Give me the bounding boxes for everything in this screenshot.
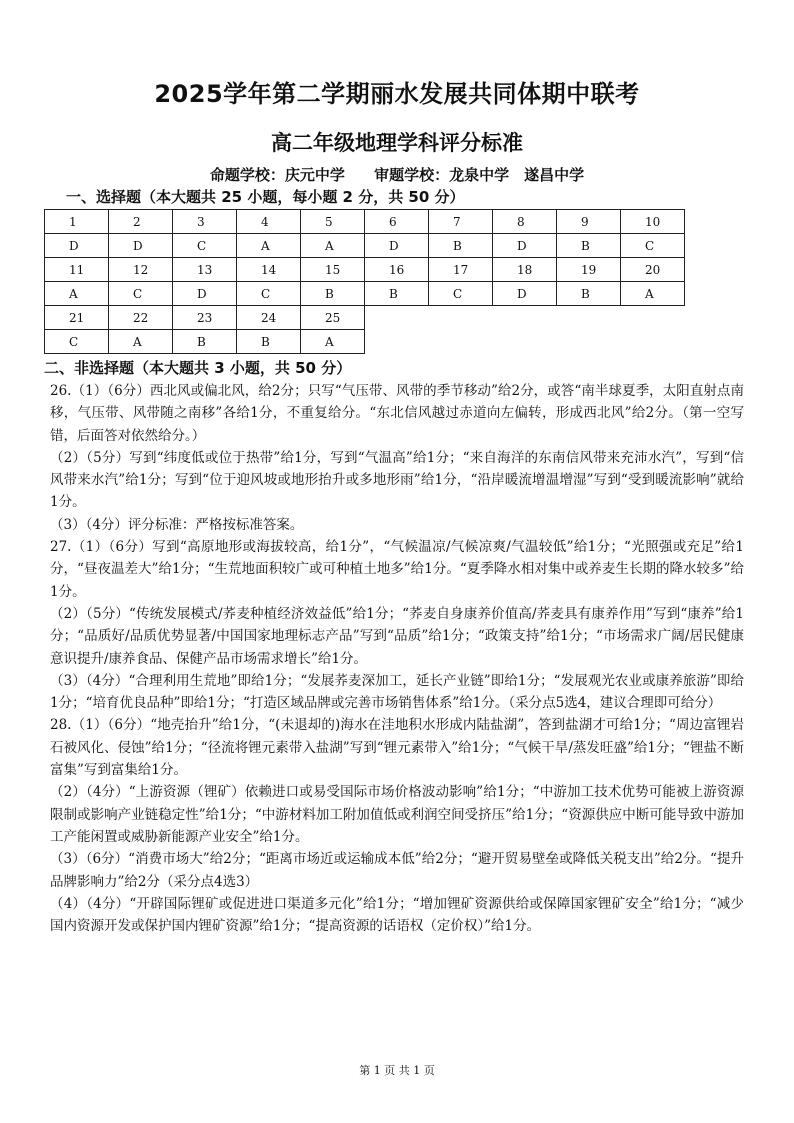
page-subtitle: 高二年级地理学科评分标准 bbox=[271, 131, 523, 155]
paragraph: （4）（4分）“开辟国际锂矿或促进进口渠道多元化”给1分；“增加锂矿资源供给或保障国家锂矿安全”给1分；“减少国内资源开发或保护国内锂矿资源”给1分；“提高资源的话语权（定价权）”给1分。 bbox=[50, 895, 744, 935]
answer-cell: B bbox=[557, 234, 621, 258]
answer-cell: A bbox=[109, 330, 173, 354]
paragraph: （3）（4分）“合理利用生荒地”即给1分；“发展荞麦深加工，延长产业链”即给1分；“发展观光农业或康养旅游”即给1分；“培育优良品种”即给1分；“打造区域品牌或完善市场销售体系”给1分。（采分点5选4，建议合理即可给分） bbox=[50, 672, 744, 712]
answer-cell: D bbox=[493, 282, 557, 306]
question-number: 5 bbox=[301, 210, 365, 234]
answer-cell: B bbox=[237, 330, 301, 354]
table-row bbox=[45, 258, 685, 282]
question-number: 8 bbox=[493, 210, 557, 234]
paragraph: （2）（4分）“上游资源（锂矿）依赖进口或易受国际市场价格波动影响”给1分；“中游加工技术优势可能被上游资源限制或影响产业链稳定性”给1分；“中游材料加工附加值低或利润空间受挤压”给1分；“资源供应中断可能导致中游加工产能闲置或威胁新能源产业安全”给1分。 bbox=[50, 784, 744, 845]
answer-cell: C bbox=[109, 282, 173, 306]
answer-cell: B bbox=[365, 282, 429, 306]
question-number: 11 bbox=[45, 258, 109, 282]
table-row bbox=[45, 330, 685, 354]
question-number: 6 bbox=[365, 210, 429, 234]
answer-cell: B bbox=[557, 282, 621, 306]
question-number: 15 bbox=[301, 258, 365, 282]
paragraph: 28.（1）（6分）“地壳抬升”给1分，“(未退却的)海水在洼地积水形成内陆盐湖”，答到盐湖才可给1分；“周边富锂岩石被风化、侵蚀”给1分；“径流将锂元素带入盐湖”写到“锂元素带入”给1分；“气候干旱/蒸发旺盛”给1分；“锂盐不断富集”写到富集给1分。 bbox=[50, 717, 744, 779]
question-number: 19 bbox=[557, 258, 621, 282]
answer-cell: B bbox=[301, 282, 365, 306]
answer-cell: D bbox=[365, 234, 429, 258]
answer-cell: D bbox=[45, 234, 109, 258]
paragraph: （3）（4分）评分标准：严格按标准答案。 bbox=[50, 516, 304, 533]
section2-heading: 二、非选择题（本大题共 3 小题，共 50 分） bbox=[44, 359, 352, 377]
question-number: 13 bbox=[173, 258, 237, 282]
question-number: 4 bbox=[237, 210, 301, 234]
answer-cell: D bbox=[173, 282, 237, 306]
question-number: 10 bbox=[621, 210, 685, 234]
section1-heading: 一、选择题（本大题共 25 小题，每小题 2 分，共 50 分） bbox=[66, 188, 465, 206]
answer-cell: B bbox=[173, 330, 237, 354]
question-number: 7 bbox=[429, 210, 493, 234]
question-number: 3 bbox=[173, 210, 237, 234]
answer-cell: D bbox=[109, 234, 173, 258]
table-row bbox=[45, 210, 685, 234]
question-number: 16 bbox=[365, 258, 429, 282]
answer-cell: B bbox=[429, 234, 493, 258]
proposer-school: 命题学校：庆元中学 bbox=[209, 166, 345, 184]
question-number: 22 bbox=[109, 306, 173, 330]
paragraph: （2）（5分）写到“纬度低或位于热带”给1分，写到“气温高”给1分；“来自海洋的东南信风带来充沛水汽”，写到“信风带来水汽”给1分；写到“位于迎风坡或地形抬升或多地形雨”给1分，“沿岸暖流增温增湿”写到“受到暖流影响”就给1分。 bbox=[50, 449, 744, 511]
question-number: 24 bbox=[237, 306, 301, 330]
paragraph: 26.（1）（6分）西北风或偏北风，给2分；只写“气压带、风带的季节移动”给2分，或答“南半球夏季，太阳直射点南移，气压带、风带随之南移”各给1分，不重复给分。“东北信风越过赤道向左偏转，形成西北风”给2分。（第一空写错，后面答对依然给分。） bbox=[50, 383, 744, 444]
question-number: 1 bbox=[45, 210, 109, 234]
question-number: 12 bbox=[109, 258, 173, 282]
table-row bbox=[45, 234, 685, 258]
table-row bbox=[45, 306, 685, 330]
answer-cell: A bbox=[301, 330, 365, 354]
answer-cell: C bbox=[173, 234, 237, 258]
question-number: 25 bbox=[301, 306, 365, 330]
question-number: 21 bbox=[45, 306, 109, 330]
question-number: 2 bbox=[109, 210, 173, 234]
answer-table bbox=[44, 209, 685, 354]
answer-cell: A bbox=[45, 282, 109, 306]
question-number: 9 bbox=[557, 210, 621, 234]
answer-cell: A bbox=[301, 234, 365, 258]
scoring-content bbox=[50, 380, 744, 937]
answer-cell: A bbox=[237, 234, 301, 258]
reviewer-school: 审题学校：龙泉中学 遂昌中学 bbox=[374, 166, 585, 184]
answer-cell: D bbox=[493, 234, 557, 258]
answer-cell: C bbox=[621, 234, 685, 258]
question-number: 20 bbox=[621, 258, 685, 282]
page-title: 2025学年第二学期丽水发展共同体期中联考 bbox=[154, 80, 640, 108]
answer-cell: C bbox=[45, 330, 109, 354]
schools-line bbox=[0, 164, 794, 185]
question-number: 23 bbox=[173, 306, 237, 330]
paragraph: 27.（1）（6分）写到“高原地形或海拔较高，给1分”，“气候温凉/气候凉爽/气温较低”给1分；“光照强或充足”给1分，“昼夜温差大”给1分；“生荒地面积较广或可种植土地多”给1分。“夏季降水相对集中或养麦生长期的降水较多”给1分。 bbox=[50, 539, 744, 600]
answer-cell: C bbox=[237, 282, 301, 306]
question-number: 18 bbox=[493, 258, 557, 282]
page-footer: 第 1 页 共 1 页 bbox=[359, 1064, 435, 1077]
answer-cell: A bbox=[621, 282, 685, 306]
answer-cell: C bbox=[429, 282, 493, 306]
table-row bbox=[45, 282, 685, 306]
question-number: 17 bbox=[429, 258, 493, 282]
question-number: 14 bbox=[237, 258, 301, 282]
paragraph: （3）（6分）“消费市场大”给2分；“距离市场近或运输成本低”给2分；“避开贸易壁垒或降低关税支出”给2分。“提升品牌影响力”给2分（采分点4选3） bbox=[50, 851, 744, 890]
paragraph: （2）（5分）“传统发展模式/荞麦种植经济效益低”给1分；“荞麦自身康养价值高/荞麦具有康养作用”写到“康养”给1分；“品质好/品质优势显著/中国国家地理标志产品”写到“品质”给1分；“政策支持”给1分；“市场需求广阔/居民健康意识提升/康养食品、保健产品市场需求增长”给1分。 bbox=[50, 605, 744, 667]
